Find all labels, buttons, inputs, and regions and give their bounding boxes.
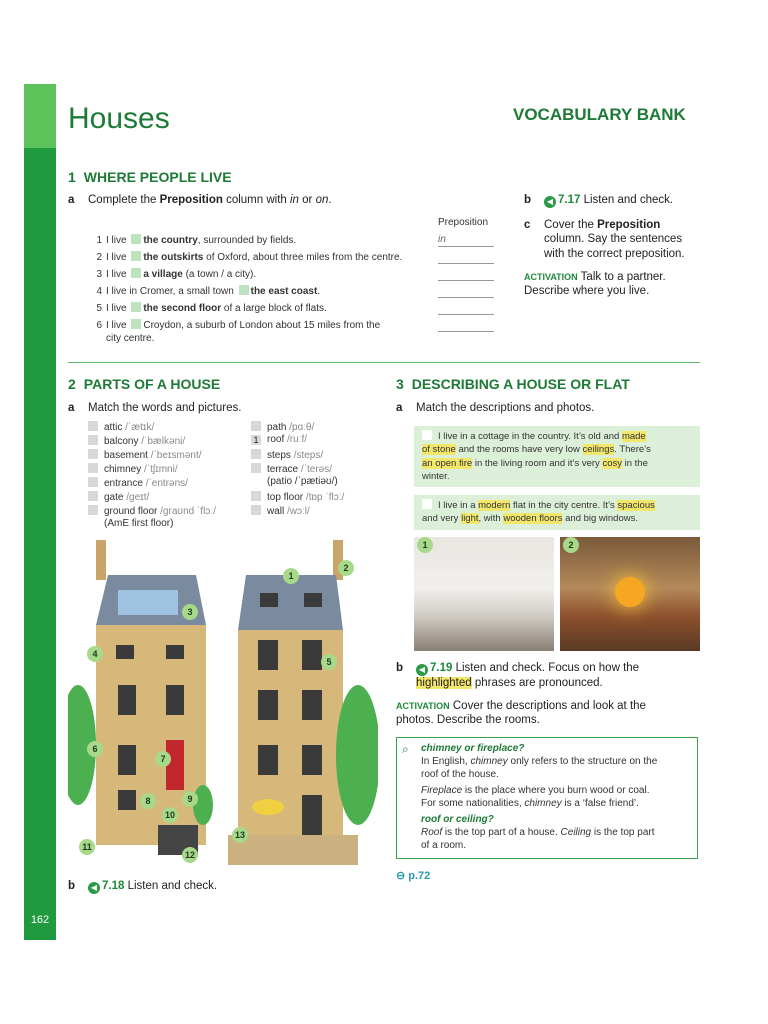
tip-heading-2: roof or ceiling? [421,814,494,825]
section2-heading: 2 PARTS OF A HOUSE [68,376,221,392]
answer-box[interactable] [251,505,261,515]
answer-4[interactable] [438,285,494,298]
marker-1: 1 [283,568,299,584]
chimney-left [96,540,106,580]
page-number: 162 [30,914,50,926]
section3-instruction-a: a Match the descriptions and photos. [396,402,595,414]
word-item: gate /ɡeɪt/ [88,491,216,505]
marker-7: 7 [155,751,171,767]
sidebar-accent [24,84,56,148]
marker-5: 5 [321,654,337,670]
marker-10: 10 [162,807,178,823]
section1-instruction-a: a Complete the Preposition column with in or on. [68,194,332,206]
answer-box[interactable] [88,449,98,459]
photo-label-2: 2 [563,537,579,553]
page-reference[interactable]: ⊖ p.72 [396,870,431,882]
section2-instruction-a: a Match the words and pictures. [68,402,242,414]
section3-instruction-b: b ◀ 7.19 Listen and check. Focus on how the highlighted phrases are pronounced. [396,662,640,689]
sentence-6: 6 I live Croydon, a suburb of London about 15 miles from the city centre. [96,320,381,344]
section1-activation: ACTIVATION Talk to a partner. Describe where you live. [524,271,666,298]
marker-13: 13 [232,827,248,843]
answer-box[interactable] [88,505,98,515]
tip-para-1: In English, chimney only refers to the structure on the roof of the house. [421,756,658,780]
green-sidebar [24,84,56,940]
left-house-wall [96,625,206,845]
section3-activation: ACTIVATION Cover the descriptions and look at the photos. Describe the rooms. [396,700,646,727]
marker-3: 3 [182,604,198,620]
sentence-5: 5 I live the second floor of a large block of flats. [96,303,327,314]
answer-box[interactable] [422,430,432,440]
description-1: I live in a cottage in the country. It’s old and made of stone and the rooms have very low ceilings. There’s an open fire in the living room and it’s very cosy in the winter. [414,426,700,487]
sentence-3: 3 I live a village (a town / a city). [96,269,257,280]
audio-icon[interactable]: ◀ [88,882,100,894]
answer-1[interactable]: in [438,234,494,247]
photo-label-1: 1 [417,537,433,553]
section1-instruction-c: c Cover the Preposition column. Say the sentences with the correct preposition. [524,219,685,260]
answer-box[interactable] [88,463,98,473]
word-item: path /pɑːθ/ [251,421,344,435]
word-item-note: (patio /ˈpætiəʊ/) [267,476,338,487]
word-item: entrance /ˈentrəns/ [88,477,216,491]
sentence-4: 4 I live in Cromer, a small town the east coast. [96,286,321,297]
word-item: top floor /tɒp ˈflɔː/ [251,491,344,505]
answer-box[interactable] [251,491,261,501]
tip-heading-1: chimney or fireplace? [421,743,525,754]
fire-glow [615,577,645,607]
word-list-right [251,421,344,519]
word-item: wall /wɔːl/ [251,505,344,519]
answer-box[interactable] [422,499,432,509]
attic-window [118,590,178,615]
answer-box[interactable] [88,491,98,501]
audio-icon[interactable]: ◀ [416,664,428,676]
page-title: Houses [68,102,170,135]
answer-box[interactable]: 1 [251,435,261,445]
description-2: I live in a modern flat in the city centre. It’s spacious and very light, with wooden floors and big windows. [414,495,700,530]
answer-box[interactable] [251,421,261,431]
tip-para-2: Fireplace is the place where you burn wood or coal. For some nationalities, chimney is a ‘false friend’. [421,785,650,809]
answer-5[interactable] [438,302,494,315]
answer-box[interactable] [88,435,98,445]
word-item: attic /ˈætɪk/ [88,421,216,435]
word-item: 1 roof /ruːf/ [251,435,344,449]
marker-2: 2 [338,560,354,576]
sentence-1: 1 I live the country, surrounded by fields. [96,235,297,246]
marker-12: 12 [182,847,198,863]
photo-modern-flat [414,537,554,651]
vocabulary-bank-heading: VOCABULARY BANK [513,105,686,124]
photo-cottage-fireplace [560,537,700,651]
tip-para-3: Roof is the top part of a house. Ceiling is the top part of a room. [421,827,655,851]
sentence-2: 2 I live the outskirts of Oxford, about three miles from the centre. [96,252,403,263]
marker-6: 6 [87,741,103,757]
house-illustration [68,535,378,875]
answer-box[interactable] [251,449,261,459]
word-item-note: (AmE first floor) [104,518,174,529]
section3-heading: 3 DESCRIBING A HOUSE OR FLAT [396,376,630,392]
answer-2[interactable] [438,251,494,264]
word-item: chimney /ˈtʃɪmni/ [88,463,216,477]
answer-box[interactable] [88,477,98,487]
preposition-column-header: Preposition [438,217,489,228]
section-divider [68,362,700,363]
marker-4: 4 [87,646,103,662]
answer-box[interactable] [251,463,261,473]
answer-box[interactable] [88,421,98,431]
arrow-left-icon: ⊖ [396,870,406,882]
word-item: terrace /ˈterəs/ [251,463,344,477]
tip-box [396,737,698,859]
marker-8: 8 [140,793,156,809]
section2-instruction-b: b ◀ 7.18 Listen and check. [68,880,218,892]
answer-6[interactable] [438,319,494,332]
word-item: balcony /ˈbælkəni/ [88,435,216,449]
word-item: steps /steps/ [251,449,344,463]
word-list-left [88,421,216,533]
word-item: basement /ˈbeɪsmənt/ [88,449,216,463]
audio-icon[interactable]: ◀ [544,196,556,208]
section1-heading: 1 WHERE PEOPLE LIVE [68,169,232,185]
front-door [166,740,184,790]
answer-3[interactable] [438,268,494,281]
word-item: ground floor /ɡraʊnd ˈflɔː/ [88,505,216,519]
section1-instruction-b: b ◀ 7.17 Listen and check. [524,194,674,206]
magnifier-icon: ⌕ [402,742,409,756]
marker-11: 11 [79,839,95,855]
marker-9: 9 [182,791,198,807]
